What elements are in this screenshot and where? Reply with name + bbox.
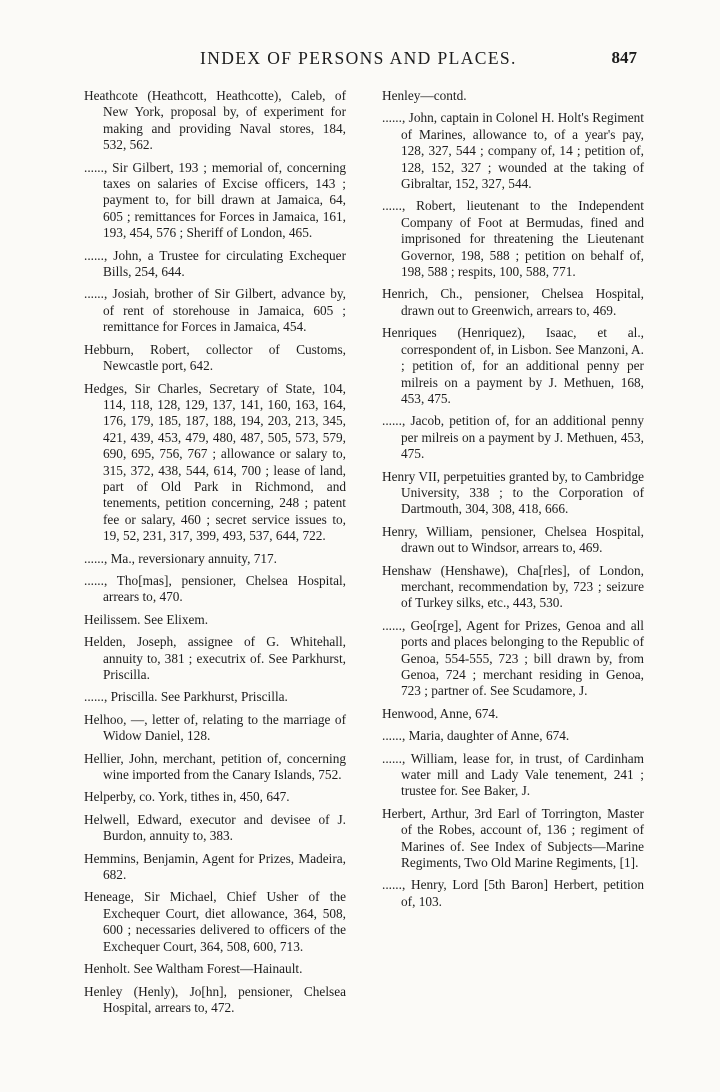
- index-columns: [84, 88, 644, 1068]
- page-header: [0, 48, 720, 72]
- running-title: INDEX OF PERSONS AND PLACES.: [200, 48, 517, 68]
- right-column: [382, 88, 644, 916]
- index-entry: ......, Tho[mas], pensioner, Chelsea Hospital, arrears to, 470.: [84, 572, 346, 605]
- index-entry: Helhoo, —, letter of, relating to the marriage of Widow Daniel, 128.: [84, 711, 346, 744]
- index-entry: Hebburn, Robert, collector of Customs, Newcastle port, 642.: [84, 341, 346, 374]
- index-entry: ......, Sir Gilbert, 193 ; memorial of, concerning taxes on salaries of Excise officers, 143 ; payment to, for bill drawn at Jamaica, 64, 605 ; remittances for Forces in Jamaica, 161, 193, 454, 576 ; Sheriff of London, 465.: [84, 159, 346, 241]
- index-entry: ......, Henry, Lord [5th Baron] Herbert, petition of, 103.: [382, 877, 644, 909]
- index-entry: Henriques (Henriquez), Isaac, et al., correspondent of, in Lisbon. See Manzoni, A. ; petition of, for an additional penny per milreis on a payment by J. Methuen, 168, 453, 475.: [382, 325, 644, 406]
- index-entry: Henry, William, pensioner, Chelsea Hospital, drawn out to Windsor, arrears to, 469.: [382, 523, 644, 556]
- index-entry: ......, Josiah, brother of Sir Gilbert, advance by, of rent of storehouse in Jamaica, 605 ; remittance for Forces in Jamaica, 454.: [84, 286, 346, 335]
- index-entry: ......, Robert, lieutenant to the Independent Company of Foot at Bermudas, fined and imprisoned for threatening the Lieutenant Governor, 198, 588 ; petition on behalf of, 198, 588 ; respits, 100, 588, 771.: [382, 198, 644, 280]
- index-entry: Helperby, co. York, tithes in, 450, 647.: [84, 789, 290, 805]
- index-entry: ......, Ma., reversionary annuity, 717.: [84, 550, 278, 566]
- index-entry: Hellier, John, merchant, petition of, concerning wine imported from the Canary Islands, 752.: [84, 750, 346, 783]
- index-entry: ......, Geo[rge], Agent for Prizes, Genoa and all ports and places belonging to the Republic of Genoa, 554-555, 723 ; bill drawn by, from Genoa, 724 ; merchant residing in Genoa, 723 ; partner of. See Scudamore, J.: [382, 617, 644, 699]
- index-entry: ......, Jacob, petition of, for an additional penny per milreis on a payment by J. Methuen, 453, 475.: [382, 413, 644, 462]
- index-entry: Hemmins, Benjamin, Agent for Prizes, Madeira, 682.: [84, 850, 346, 883]
- index-entry: ......, Priscilla. See Parkhurst, Priscilla.: [84, 689, 288, 705]
- index-entry: Hedges, Sir Charles, Secretary of State, 104, 114, 118, 128, 129, 137, 141, 160, 163, 164, 176, 179, 185, 187, 188, 194, 203, 213, 345, 421, 439, 453, 479, 480, 487, 505, 573, 579, 690, 695, 756, 767 ; allowance or salary to, 315, 372, 438, 544, 614, 700 ; lease of land, part of Old Park in Richmond, and tenements, petition concerning, 248 ; patent fee or salary, 460 ; secret service issues to, 19, 52, 231, 317, 399, 493, 537, 644, 722.: [84, 380, 346, 544]
- index-entry: ......, John, a Trustee for circulating Exchequer Bills, 254, 644.: [84, 247, 346, 280]
- index-entry: Helwell, Edward, executor and devisee of J. Burdon, annuity to, 383.: [84, 811, 346, 844]
- left-column: [84, 88, 346, 1022]
- index-entry: Henley—contd.: [382, 88, 467, 103]
- index-entry: Heneage, Sir Michael, Chief Usher of the Exchequer Court, diet allowance, 364, 508, 600 ; necessaries delivered to officers of the Exchequer Court, 364, 508, 600, 713.: [84, 889, 346, 954]
- index-entry: Heilissem. See Elixem.: [84, 611, 209, 627]
- index-entry: Henwood, Anne, 674.: [382, 705, 499, 721]
- page-number: 847: [611, 48, 637, 67]
- index-entry: Helden, Joseph, assignee of G. Whitehall, annuity to, 381 ; executrix of. See Parkhurst, Priscilla.: [84, 634, 346, 682]
- index-entry: Herbert, Arthur, 3rd Earl of Torrington, Master of the Robes, account of, 136 ; regiment of Marines of. See Index of Subjects—Marine Regiments, Two Old Marine Regiments, [1].: [382, 805, 644, 871]
- index-entry: ......, William, lease for, in trust, of Cardinham water mill and Lady Vale tenement, 241 ; trustee for. See Baker, J.: [382, 750, 644, 799]
- index-entry: Henholt. See Waltham Forest—Hainault.: [84, 961, 303, 977]
- index-entry: Henley (Henly), Jo[hn], pensioner, Chelsea Hospital, arrears to, 472.: [84, 983, 346, 1015]
- index-entry: ......, Maria, daughter of Anne, 674.: [382, 728, 570, 744]
- index-entry: ......, John, captain in Colonel H. Holt's Regiment of Marines, allowance to, of a year's pay, 128, 327, 544 ; company of, 14 ; petition of, 128, 152, 327 ; wounded at the taking of Gibraltar, 152, 327, 544.: [382, 110, 644, 192]
- index-entry: Henry VII, perpetuities granted by, to Cambridge University, 338 ; to the Corporation of Dartmouth, 304, 308, 418, 666.: [382, 468, 644, 517]
- index-entry: Heathcote (Heathcott, Heathcotte), Caleb, of New York, proposal by, of experiment for making and providing Naval stores, 184, 532, 562.: [84, 88, 346, 153]
- index-entry: Henrich, Ch., pensioner, Chelsea Hospital, drawn out to Greenwich, arrears to, 469.: [382, 286, 644, 318]
- index-entry: Henshaw (Henshawe), Cha[rles], of London, merchant, recommendation by, 723 ; seizure of Turkey silks, etc., 443, 530.: [382, 562, 644, 611]
